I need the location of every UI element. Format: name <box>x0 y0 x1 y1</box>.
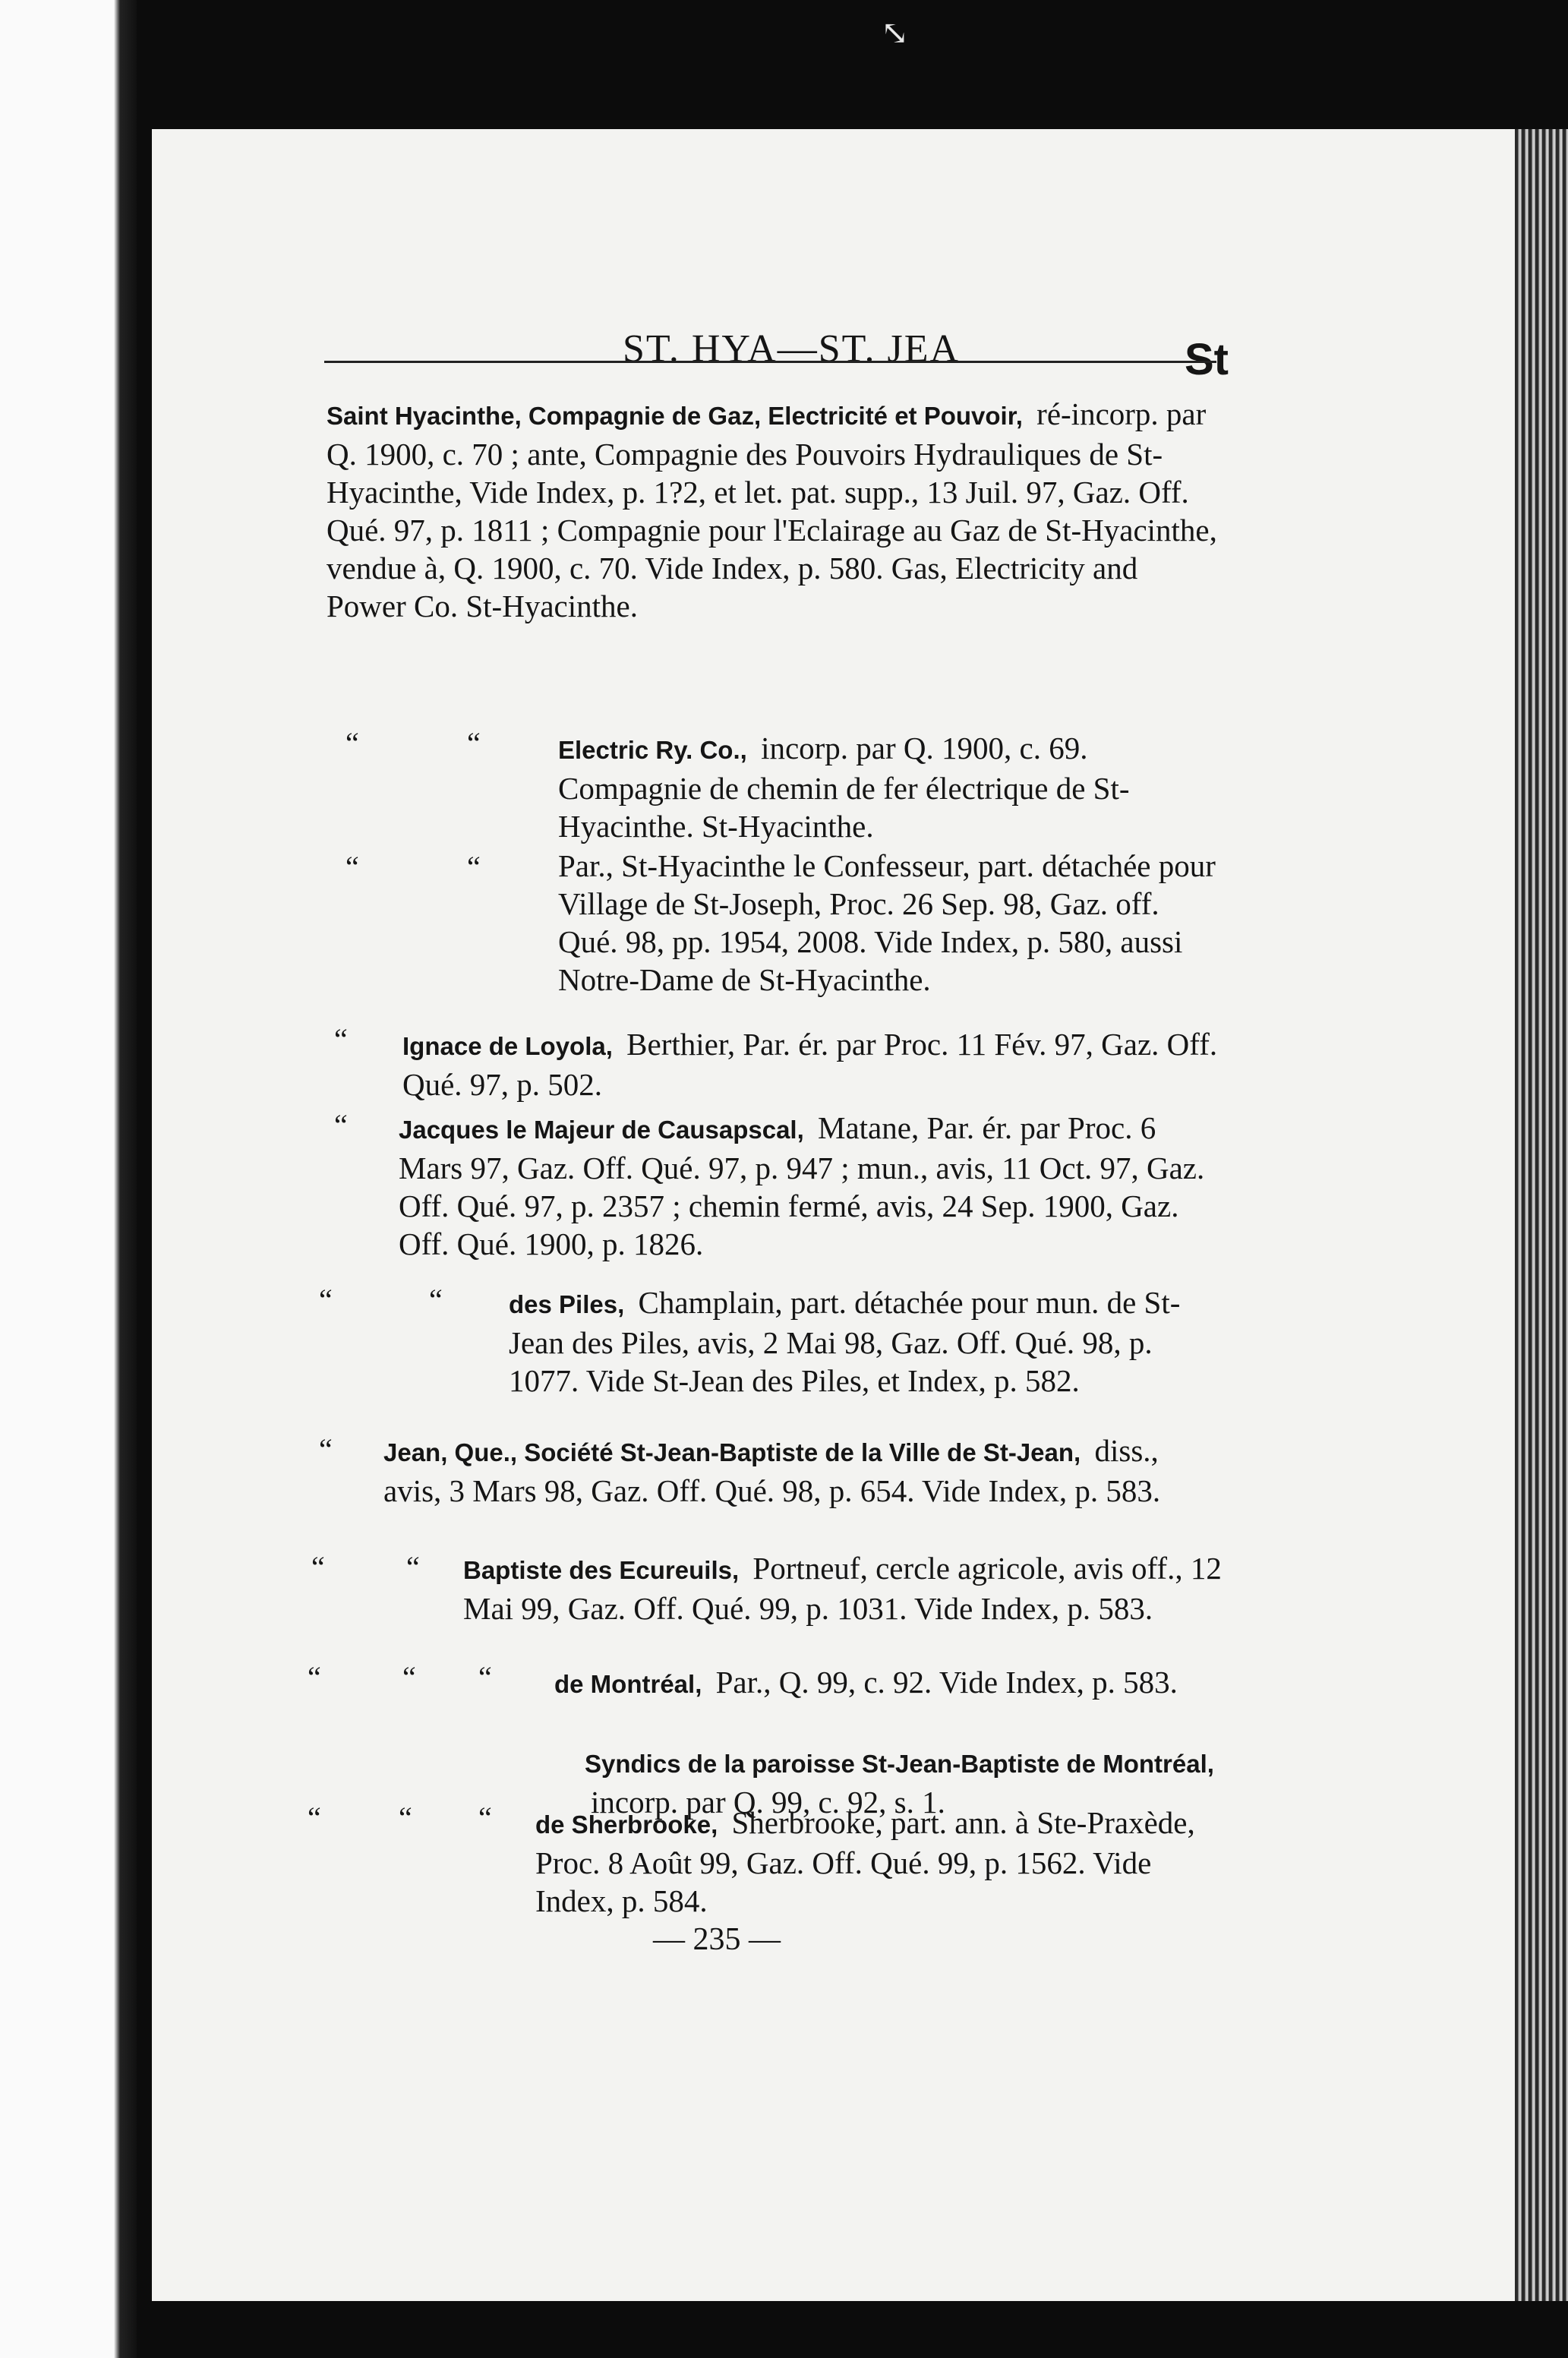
page-header <box>152 319 1229 387</box>
entry-text: Berthier, Par. ér. par Proc. 11 Fév. 97, Gaz. Off. Qué. 97, p. 502. <box>402 1027 1218 1102</box>
entry-text: Par., St-Hyacinthe le Confesseur, part. détachée pour Village de St-Joseph, Proc. 26 Sep. 98, Gaz. off. Qué. 98, pp. 1954, 2008. Vide Index, p. 580, aussi Notre-Dame de St-Hyacinthe. <box>558 848 1216 997</box>
book-binding-edge <box>0 0 137 2358</box>
scan-mark: ⤡ <box>881 14 909 52</box>
ditto-mark: “ <box>467 726 481 760</box>
index-entry <box>327 395 1223 625</box>
ditto-mark: “ <box>478 1660 492 1694</box>
entry-lead: Ignace de Loyola, <box>402 1032 613 1060</box>
entry-text: Portneuf, cercle agricole, avis off., 12 Mai 99, Gaz. Off. Qué. 99, p. 1031. Vide Index, p. 583. <box>463 1551 1222 1626</box>
ditto-mark: “ <box>429 1283 443 1317</box>
index-entry <box>558 729 1223 845</box>
entry-lead: Baptiste des Ecureuils, <box>463 1556 740 1584</box>
index-entry <box>463 1549 1223 1627</box>
page-number: — 235 — <box>653 1922 781 1957</box>
ditto-mark: “ <box>467 850 481 884</box>
ditto-mark: “ <box>478 1801 492 1835</box>
index-entry <box>383 1432 1223 1510</box>
entry-lead: Jacques le Majeur de Causapscal, <box>399 1116 804 1144</box>
entry-text: Sherbrooke, part. ann. à Ste-Praxède, Proc. 8 Août 99, Gaz. Off. Qué. 99, p. 1562. Vide Index, p. 584. <box>535 1805 1195 1918</box>
entry-lead: de Sherbrooke, <box>535 1810 718 1839</box>
ditto-mark: “ <box>345 850 359 884</box>
entry-lead: Jean, Que., Société St-Jean-Baptiste de la Ville de St-Jean, <box>383 1438 1081 1466</box>
entry-lead: Syndics de la paroisse St-Jean-Baptiste de Montréal, <box>585 1750 1214 1778</box>
page-stack-edge <box>1515 129 1568 2301</box>
ditto-mark: “ <box>406 1550 420 1584</box>
section-letter: St <box>1185 335 1229 384</box>
entry-lead: Electric Ry. Co., <box>558 736 747 764</box>
entry-lead: Saint Hyacinthe, Compagnie de Gaz, Electricité et Pouvoir, <box>327 402 1023 430</box>
ditto-mark: “ <box>334 1108 348 1142</box>
index-entry <box>554 1663 1223 1703</box>
ditto-mark: “ <box>311 1550 325 1584</box>
index-entry <box>402 1025 1223 1103</box>
ditto-mark: “ <box>345 726 359 760</box>
entry-text: Matane, Par. ér. par Proc. 6 Mars 97, Gaz. Off. Qué. 97, p. 947 ; mun., avis, 11 Oct. 97, Gaz. Off. Qué. 97, p. 2357 ; chemin fermé, avis, 24 Sep. 1900, Gaz. Off. Qué. 1900, p. 1826. <box>399 1110 1205 1261</box>
header-rule <box>324 361 1216 363</box>
ditto-mark: “ <box>399 1801 412 1835</box>
ditto-mark: “ <box>402 1660 416 1694</box>
index-entry <box>509 1283 1223 1400</box>
entry-text: incorp. par Q. 99, c. 92, s. 1. <box>591 1785 945 1820</box>
entry-text: Par., Q. 99, c. 92. Vide Index, p. 583. <box>715 1665 1178 1700</box>
ditto-mark: “ <box>319 1283 333 1317</box>
ditto-mark: “ <box>334 1022 348 1056</box>
index-entry <box>399 1109 1223 1263</box>
entry-text: diss., avis, 3 Mars 98, Gaz. Off. Qué. 98, p. 654. Vide Index, p. 583. <box>383 1433 1161 1508</box>
entry-text: ré-incorp. par Q. 1900, c. 70 ; ante, Compagnie des Pouvoirs Hydrauliques de St-Hyacinthe, Vide Index, p. 1?2, et let. pat. supp., 13 Juil. 97, Gaz. Off. Qué. 97, p. 1811 ; Compagnie pour l'Eclairage au Gaz de St-Hyacinthe, vendue à, Q. 1900, c. 70. Vide Index, p. 580. Gas, Electricity and Power Co. St-Hyacinthe. <box>327 396 1217 623</box>
entry-text: Champlain, part. détachée pour mun. de St-Jean des Piles, avis, 2 Mai 98, Gaz. Off. Qué. 98, p. 1077. Vide St-Jean des Piles, et Index, p. 582. <box>509 1285 1181 1398</box>
ditto-mark: “ <box>308 1801 321 1835</box>
index-entry <box>535 1804 1223 1920</box>
ditto-mark: “ <box>308 1660 321 1694</box>
running-head: ST. HYA—ST. JEA <box>623 327 961 371</box>
ditto-mark: “ <box>319 1432 333 1466</box>
entry-lead: de Montréal, <box>554 1670 702 1698</box>
index-entry <box>558 847 1223 999</box>
entry-lead: des Piles, <box>509 1290 625 1318</box>
entry-text: incorp. par Q. 1900, c. 69. Compagnie de chemin de fer électrique de St-Hyacinthe. St-Hyacinthe. <box>558 731 1130 844</box>
